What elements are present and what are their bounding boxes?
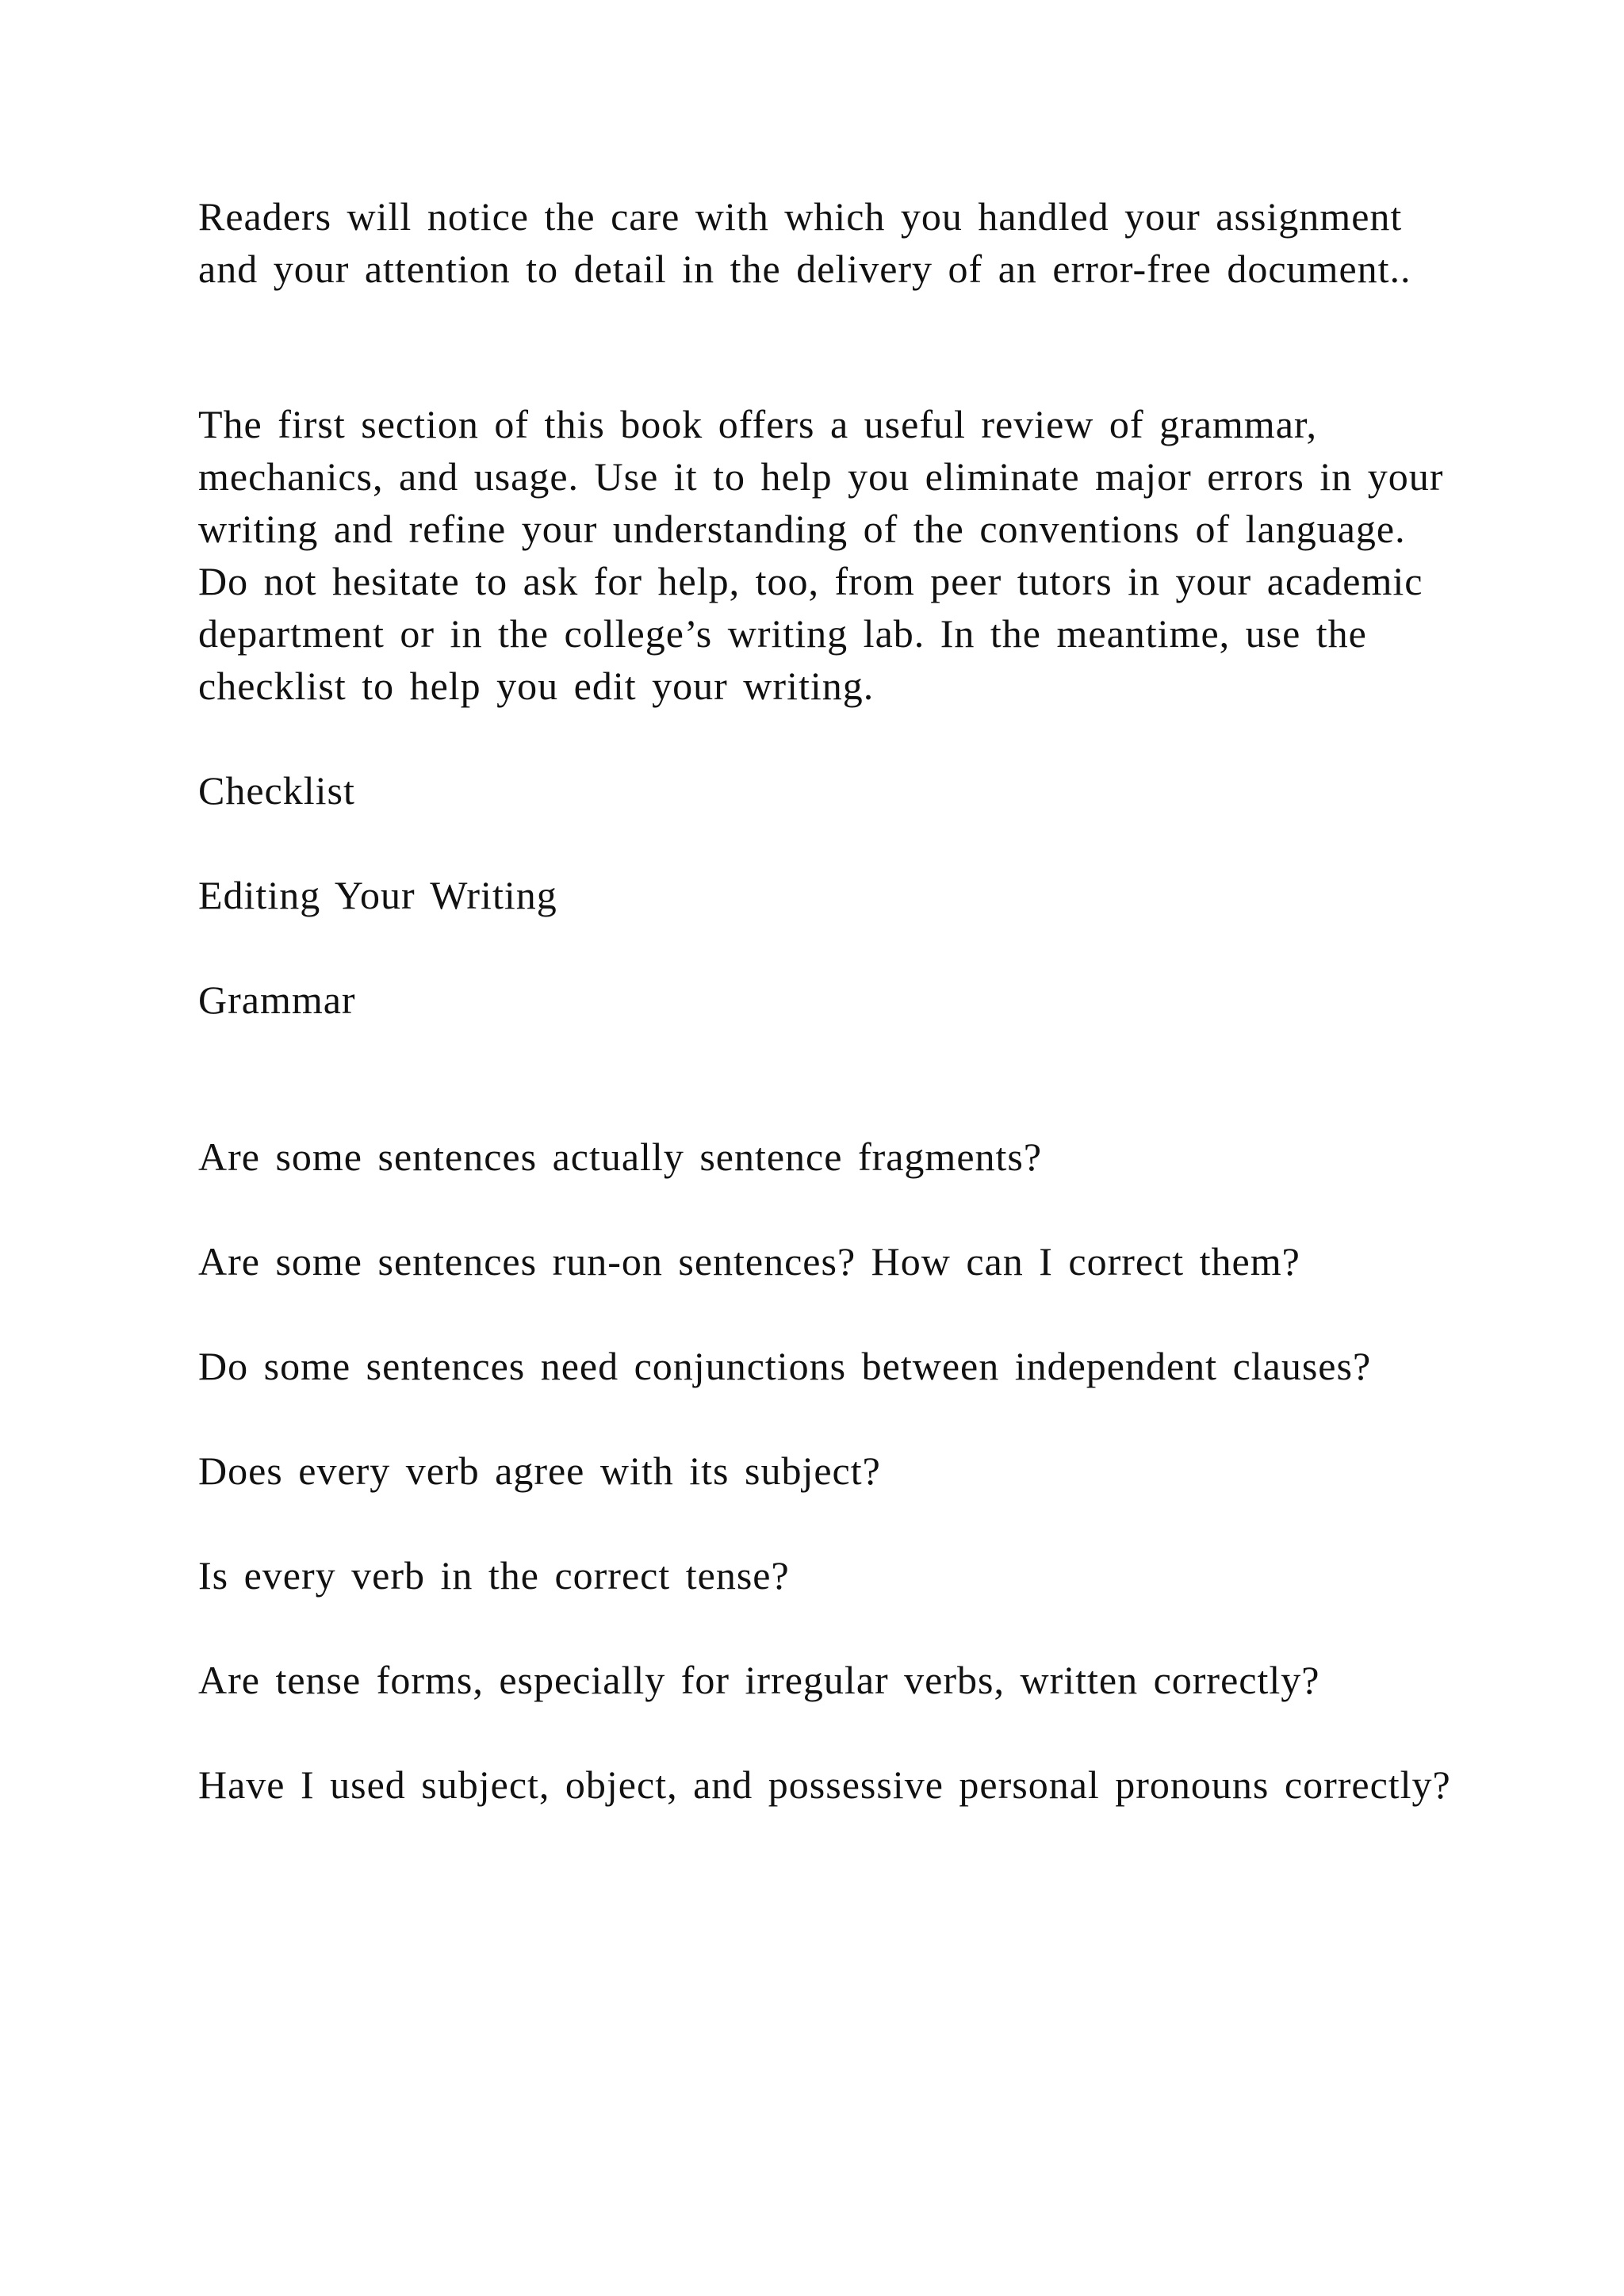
section-heading-grammar: Grammar — [198, 978, 356, 1022]
checklist-label: Checklist — [198, 768, 355, 813]
checklist-item: Does every verb agree with its subject? — [198, 1448, 881, 1493]
checklist-item: Are some sentences actually sentence fragments? — [198, 1135, 1043, 1179]
intro-paragraph-2: The first section of this book offers a useful review of grammar, mechanics, and usage. Use it to help you eliminate major errors in your writing and refine your understanding of the conventions of language. Do not hesitate to ask for help, too, from peer tutors in your academic department or in the college’s writing lab. In the meantime, use the checklist to help you edit your writing. — [198, 402, 1444, 708]
checklist-item: Are some sentences run-on sentences? How can I correct them? — [198, 1239, 1300, 1284]
document-body — [198, 190, 1467, 1811]
checklist-items — [198, 1131, 1467, 1811]
checklist-item: Is every verb in the correct tense? — [198, 1553, 790, 1598]
intro-paragraph-1: Readers will notice the care with which you handled your assignment and your attention to detail in the delivery of an error-free document.. — [198, 194, 1411, 291]
checklist-item: Are tense forms, especially for irregular verbs, written correctly? — [198, 1658, 1320, 1702]
checklist-item: Have I used subject, object, and possessive personal pronouns correctly? — [198, 1762, 1451, 1807]
checklist-item: Do some sentences need conjunctions between independent clauses? — [198, 1344, 1372, 1388]
checklist-title: Editing Your Writing — [198, 873, 557, 917]
